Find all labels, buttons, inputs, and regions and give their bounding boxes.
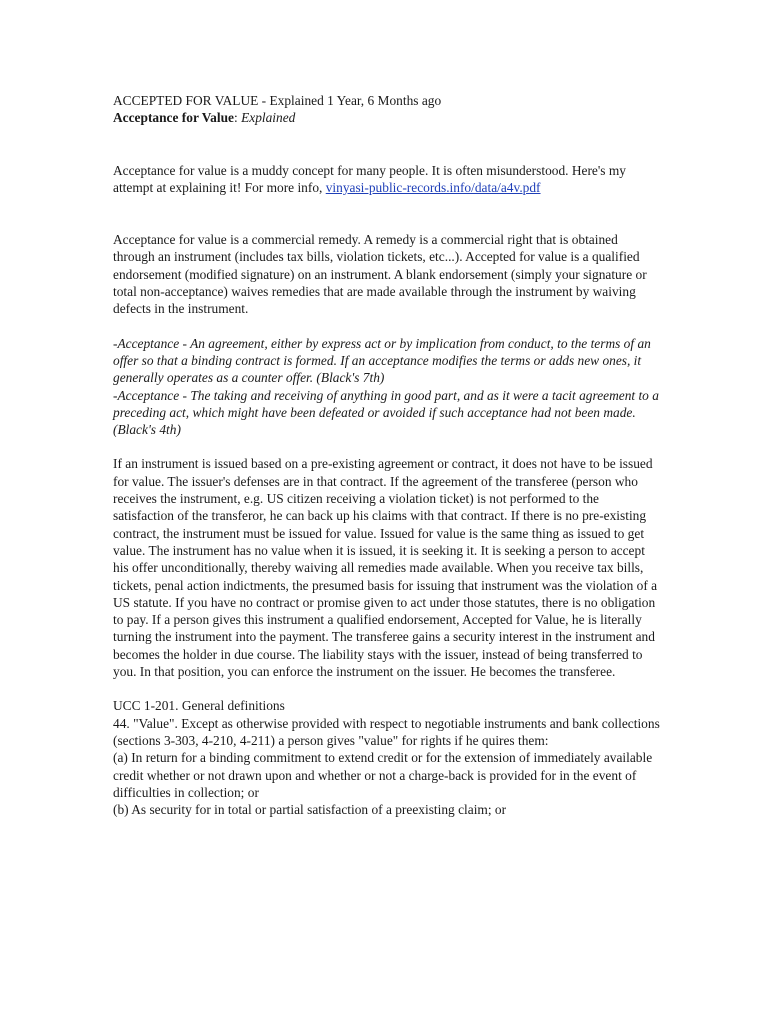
page-subtitle: [113, 109, 661, 126]
subtitle-bold: Acceptance for Value: [113, 110, 234, 126]
info-link[interactable]: vinyasi-public-records.info/data/a4v.pdf: [325, 179, 541, 195]
ucc-heading: UCC 1-201. General definitions: [113, 698, 285, 714]
ucc-line: 44. "Value". Except as otherwise provided with respect to negotiable instruments and bank collections (sections 3-303, 4-210, 4-211) a person gives "value" for rights if he quires them:: [113, 715, 660, 748]
subtitle-separator: :: [234, 110, 242, 126]
definition-item: -Acceptance - The taking and receiving of anything in good part, and as it were a tacit agreement to a preceding act, which might have been defeated or avoided if such acceptance had not been made. (Black's 4th): [113, 387, 659, 438]
definition-item: -Acceptance - An agreement, either by express act or by implication from conduct, to the terms of an offer so that a binding contract is formed. If an acceptance modifies the terms or adds new ones, it generally operates as a counter offer. (Black's 7th): [113, 335, 651, 386]
ucc-section: [113, 697, 661, 818]
subtitle-italic: Explained: [241, 110, 296, 126]
instrument-paragraph: If an instrument is issued based on a pre-existing agreement or contract, it does not have to be issued for value. The issuer's defenses are in that contract. If the agreement of the transferee (person who receives the instrument, e.g. US citizen receiving a violation ticket) is not performed to the satisfaction of the transferor, he can back up his claims with that contract. If there is no pre-existing contract, the instrument must be issued for value. Issued for value is the same thing as issued to get value. The instrument has no value when it is issued, it is seeking it. It is seeking a person to accept his offer unconditionally, thereby waiving all remedies made available. When you receive tax bills, tickets, penal action indictments, the presumed basis for issuing that instrument was the violation of a US statute. If you have no contract or promise given to act under those statutes, there is no obligation to pay. If a person gives this instrument a qualified endorsement, Accepted for Value, he is literally turning the instrument into the payment. The transferee gains a security interest in the instrument and becomes the holder in due course. The liability stays with the issuer, instead of being transferred to you. In that position, you can enforce the instrument on the issuer. He becomes the transferee.: [113, 456, 658, 680]
ucc-line: (a) In return for a binding commitment to extend credit or for the extension of immediately available credit whether or not drawn upon and whether or not a charge-back is provided for in the event of difficulties in collection; or: [113, 750, 653, 800]
ucc-line: (b) As security for in total or partial satisfaction of a preexisting claim; or: [113, 802, 507, 818]
intro-text: Acceptance for value is a muddy concept for many people. It is often misunderstood. Here's my attempt at explaining it! For more info,: [113, 162, 626, 195]
intro-paragraph: [113, 162, 661, 197]
document-page: [113, 92, 661, 818]
page-title: ACCEPTED FOR VALUE - Explained 1 Year, 6 Months ago: [113, 93, 442, 108]
definitions-block: [113, 335, 661, 439]
remedy-paragraph: Acceptance for value is a commercial remedy. A remedy is a commercial right that is obtained through an instrument (includes tax bills, violation tickets, etc...). Accepted for value is a qualified endorsement (modified signature) on an instrument. A blank endorsement (simply your signature or total non-acceptance) waives remedies that are made available through the instrument by waiving defects in the instrument.: [113, 232, 647, 317]
